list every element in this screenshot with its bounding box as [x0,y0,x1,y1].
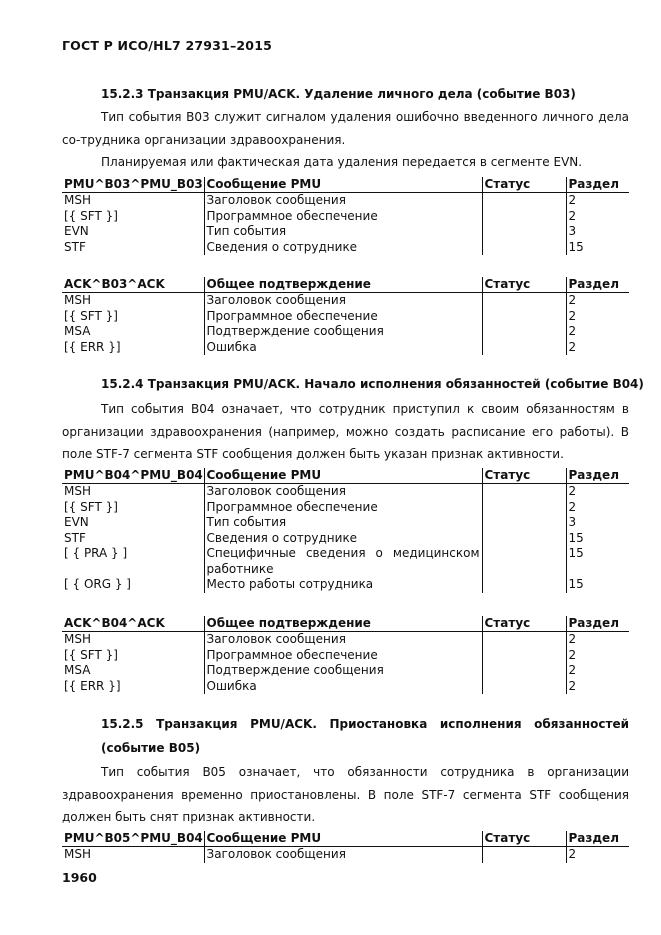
status-cell [482,293,566,309]
segment-cell: MSA [64,324,91,338]
table-header-row [62,468,629,484]
segment-cell: [ { ORG } ] [64,577,131,591]
section-cell: 2 [566,340,629,356]
table-header-row [62,277,629,293]
table-row [62,240,629,256]
section-cell: 2 [566,309,629,325]
section-cell: 2 [566,484,629,500]
column-header-description: Общее подтверждение [204,277,482,293]
status-cell [482,209,566,225]
status-cell [482,577,566,593]
column-header-section: Раздел [566,831,629,847]
table-row [62,577,629,593]
table-row [62,531,629,547]
segment-cell: STF [64,530,86,545]
column-header-status: Статус [482,831,566,847]
status-cell [482,546,566,577]
section-cell: 15 [566,577,629,593]
segment-cell: [{ SFT }] [64,499,118,514]
status-cell [482,515,566,531]
table-row [62,309,629,325]
description-cell: Сведения о сотруднике [204,531,482,547]
table-row [62,193,629,209]
description-cell: Тип события [204,515,482,531]
segment-cell: MSH [64,847,91,861]
description-cell: Программное обеспечение [204,648,482,664]
section-cell: 2 [566,209,629,225]
table-header-row [62,616,629,632]
section-cell: 2 [566,500,629,516]
column-header-description: Сообщение PMU [204,177,482,193]
status-cell [482,500,566,516]
description-cell: Программное обеспечение [204,500,482,516]
table-row [62,224,629,240]
description-cell: Программное обеспечение [204,209,482,225]
status-cell [482,324,566,340]
paragraph-b03-evn: Планируемая или фактическая дата удаления передается в сегменте EVN. [101,155,583,169]
segment-cell: STF [64,239,86,254]
column-header-section: Раздел [566,616,629,632]
section-cell: 15 [566,531,629,547]
message-table-ack-b03 [62,277,629,355]
segment-cell: MSH [64,293,91,307]
paragraph-b03-description: Тип события B03 служит сигналом удаления ошибочно введенного личного дела со-трудника организации здравоохранения. [62,110,629,147]
table-row [62,500,629,516]
status-cell [482,224,566,240]
page-number: 1960 [62,870,97,885]
segment-cell: [{ SFT }] [64,208,118,223]
table-row [62,484,629,500]
table-header-row [62,177,629,193]
paragraph-b04-description: Тип события B04 означает, что сотрудник приступил к своим обязанностям в организации здравоохранения (например, можно создать расписание его работы). В поле STF-7 сегмента STF сообщения должен быть указан признак активности. [62,402,629,461]
description-cell: Заголовок сообщения [204,632,482,648]
table-row [62,546,629,577]
description-cell: Специфичные сведения о медицинском работнике [204,546,482,577]
column-header-status: Статус [482,468,566,484]
column-header-message: PMU^B05^PMU_B04 [64,831,203,845]
table-row [62,340,629,356]
segment-cell: EVN [64,515,89,529]
table-row [62,632,629,648]
status-cell [482,648,566,664]
message-table-pmu-b04 [62,468,629,593]
section-cell: 15 [566,546,629,577]
description-cell: Тип события [204,224,482,240]
description-cell: Сведения о сотруднике [204,240,482,256]
section-cell: 2 [566,679,629,695]
status-cell [482,340,566,356]
segment-cell: MSA [64,663,91,677]
table-row [62,515,629,531]
segment-cell: [{ ERR }] [64,678,121,693]
message-table-pmu-b03 [62,177,629,255]
status-cell [482,632,566,648]
column-header-message: PMU^B04^PMU_B04 [64,468,203,482]
section-cell: 2 [566,324,629,340]
status-cell [482,309,566,325]
section-heading-15-2-5: 15.2.5 Транзакция PMU/ACK. Приостановка исполнения обязанностей (событие B05) [101,717,629,755]
status-cell [482,847,566,863]
section-cell: 2 [566,663,629,679]
section-cell: 2 [566,648,629,664]
description-cell: Заголовок сообщения [204,293,482,309]
status-cell [482,531,566,547]
column-header-message: ACK^B04^ACK [62,616,204,632]
segment-cell: MSH [64,484,91,498]
description-cell: Программное обеспечение [204,309,482,325]
description-cell: Заголовок сообщения [204,193,482,209]
table-row [62,663,629,679]
column-header-section: Раздел [566,277,629,293]
status-cell [482,679,566,695]
column-header-section: Раздел [566,177,629,193]
section-heading-15-2-4: 15.2.4 Транзакция PMU/ACK. Начало исполнения обязанностей (событие B04) [101,377,644,391]
description-cell: Ошибка [204,679,482,695]
document-header: ГОСТ Р ИСО/HL7 27931–2015 [62,38,272,53]
table-row [62,293,629,309]
message-table-pmu-b05 [62,831,629,863]
section-cell: 2 [566,847,629,863]
segment-cell: [{ SFT }] [64,647,118,662]
section-cell: 3 [566,515,629,531]
status-cell [482,663,566,679]
section-cell: 2 [566,632,629,648]
section-cell: 2 [566,193,629,209]
section-heading-15-2-3: 15.2.3 Транзакция PMU/ACK. Удаление личного дела (событие B03) [101,87,576,101]
section-cell: 3 [566,224,629,240]
section-cell: 2 [566,293,629,309]
segment-cell: MSH [64,632,91,646]
segment-cell: [{ SFT }] [64,308,118,323]
table-row [62,847,629,863]
status-cell [482,240,566,256]
column-header-message: PMU^B03^PMU_B03 [64,177,203,191]
section-cell: 15 [566,240,629,256]
message-table-ack-b04 [62,616,629,694]
status-cell [482,193,566,209]
column-header-section: Раздел [566,468,629,484]
segment-cell: [{ ERR }] [64,339,121,354]
column-header-status: Статус [482,177,566,193]
description-cell: Подтверждение сообщения [204,663,482,679]
segment-cell: EVN [64,224,89,238]
description-cell: Ошибка [204,340,482,356]
column-header-status: Статус [482,277,566,293]
table-header-row [62,831,629,847]
table-row [62,679,629,695]
column-header-description: Сообщение PMU [204,468,482,484]
table-row [62,648,629,664]
column-header-description: Сообщение PMU [204,831,482,847]
segment-cell: MSH [64,193,91,207]
paragraph-b05-description: Тип события B05 означает, что обязанности сотрудника в организации здравоохранения временно приостановлены. В поле STF-7 сегмента STF сообщения должен быть снят признак активности. [62,765,629,824]
description-cell: Подтверждение сообщения [204,324,482,340]
column-header-status: Статус [482,616,566,632]
segment-cell: [ { PRA } ] [64,546,128,560]
description-cell: Место работы сотрудника [204,577,482,593]
table-row [62,209,629,225]
description-cell: Заголовок сообщения [204,847,482,863]
status-cell [482,484,566,500]
column-header-message: ACK^B03^ACK [62,277,204,293]
description-cell: Заголовок сообщения [204,484,482,500]
column-header-description: Общее подтверждение [204,616,482,632]
table-row [62,324,629,340]
